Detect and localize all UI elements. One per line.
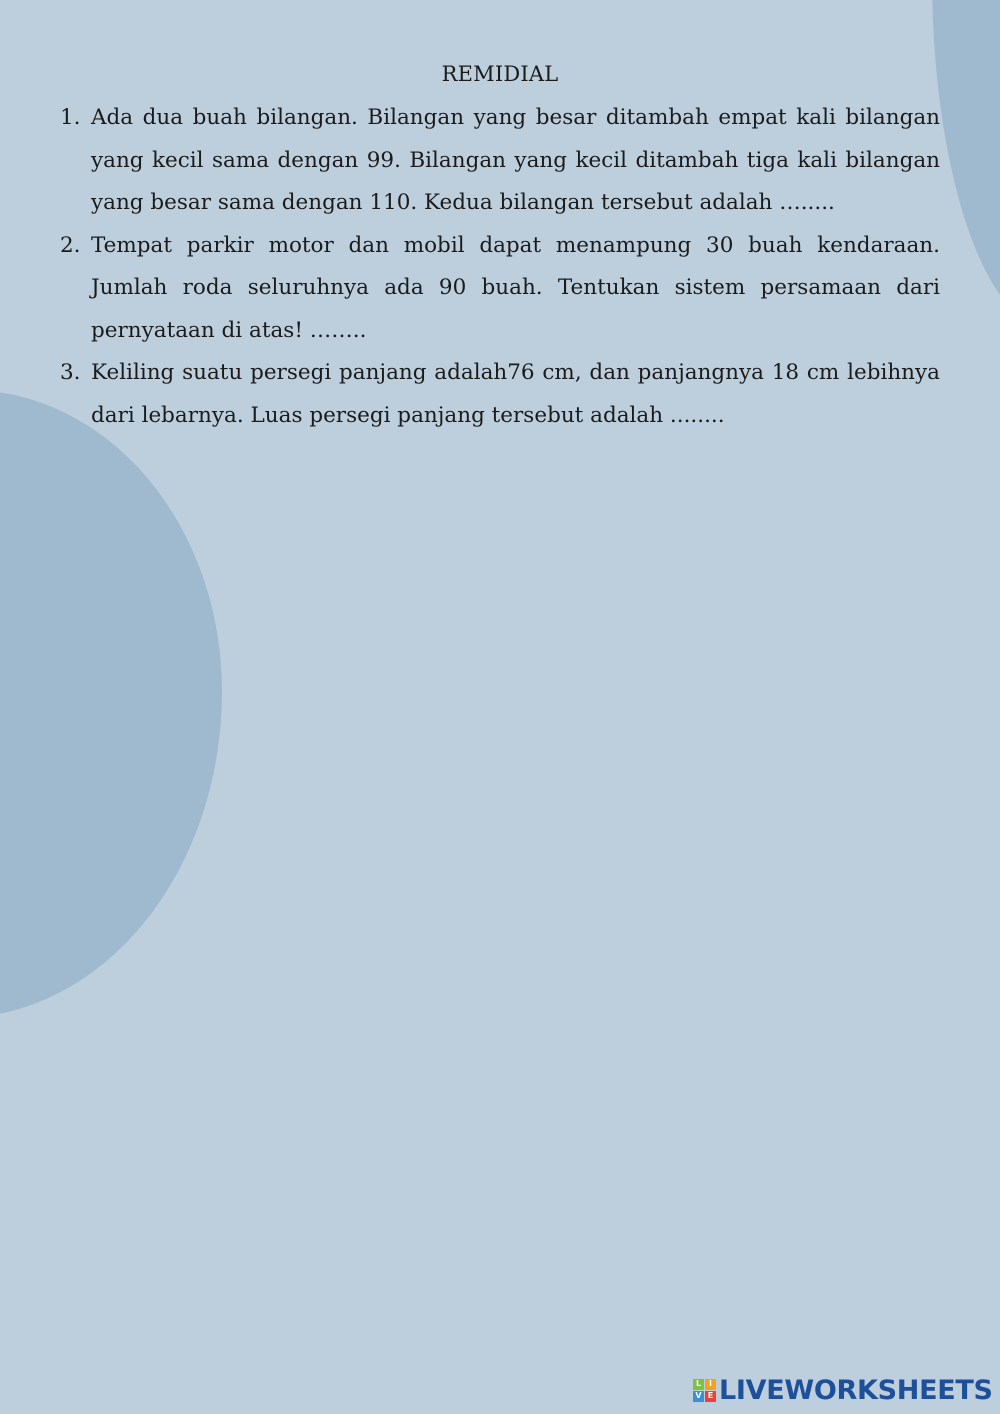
logo-cell-l: L [693, 1379, 704, 1390]
question-item [60, 352, 940, 437]
question-number: 3. [60, 360, 81, 385]
question-list [60, 97, 940, 437]
logo-text: LIVEWORKSHEETS [719, 1374, 993, 1406]
liveworksheets-logo [693, 1373, 993, 1407]
logo-mark-icon [693, 1379, 716, 1402]
question-item [60, 97, 940, 225]
question-text: Keliling suatu persegi panjang adalah76 cm, dan panjangnya 18 cm lebihnya dari lebarnya. Luas persegi panjang tersebut adalah ........ [91, 360, 940, 428]
question-text: Ada dua buah bilangan. Bilangan yang besar ditambah empat kali bilangan yang kecil sama dengan 99. Bilangan yang kecil ditambah tiga kali bilangan yang besar sama dengan 110. Kedua bilangan tersebut adalah …..... [91, 105, 940, 215]
question-number: 1. [60, 105, 81, 130]
logo-cell-e: E [705, 1391, 716, 1402]
question-text: Tempat parkir motor dan mobil dapat menampung 30 buah kendaraan. Jumlah roda seluruhnya ada 90 buah. Tentukan sistem persamaan dari pernyataan di atas! …….. [91, 232, 940, 343]
question-number: 2. [60, 232, 81, 258]
page-title: REMIDIAL [441, 62, 559, 86]
logo-cell-i: I [705, 1379, 716, 1390]
logo-cell-v: V [693, 1391, 704, 1402]
question-item [60, 225, 940, 353]
